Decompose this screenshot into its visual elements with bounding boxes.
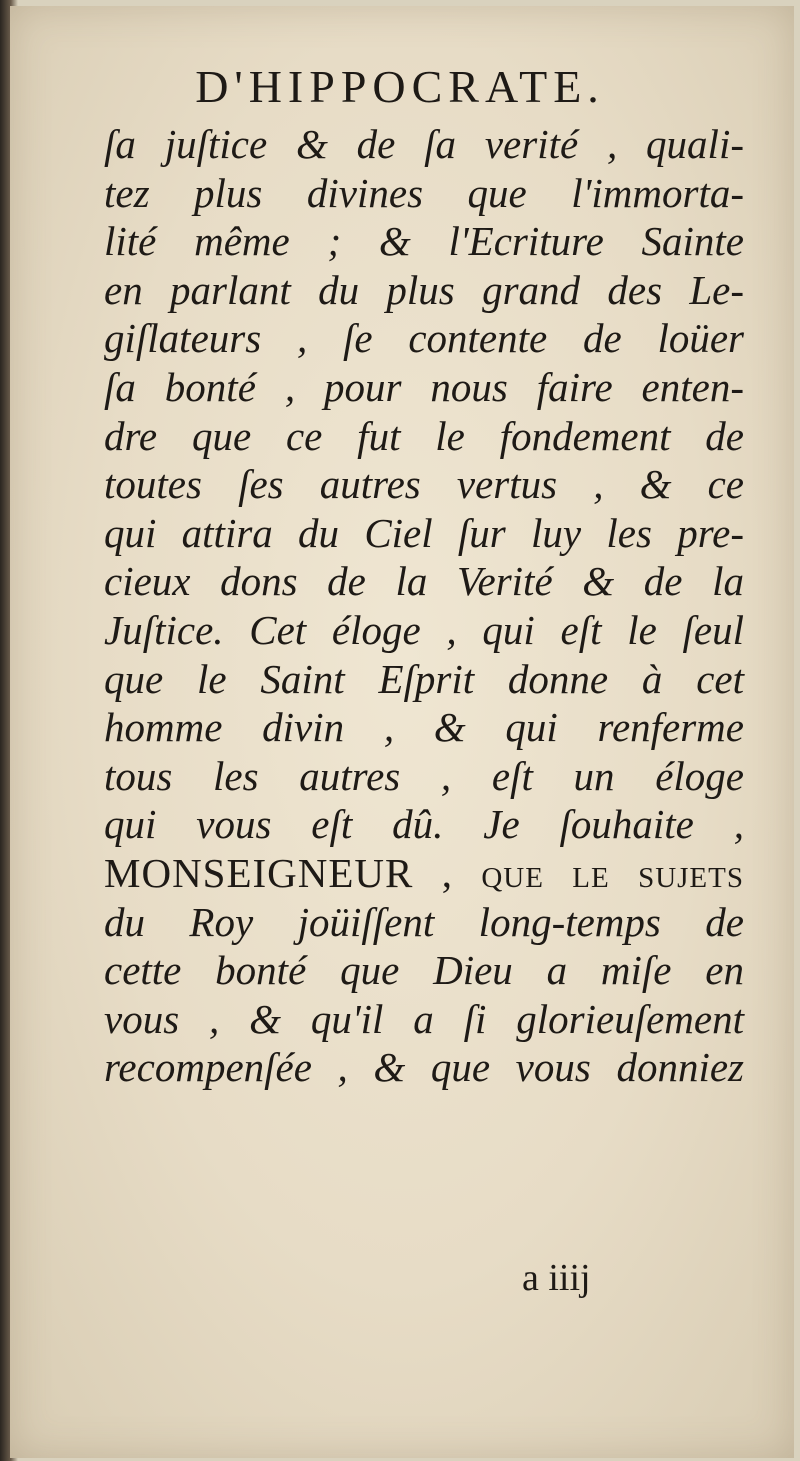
- text-line: giſlateurs , ſe contente de loüer: [104, 315, 744, 362]
- text-line: cieux dons de la Verité & de la: [104, 558, 744, 605]
- text-line: du Roy joüiſſent long-temps de: [104, 898, 744, 945]
- text-line: que le Saint Eſprit donne à cet: [104, 655, 744, 702]
- text-line: Juſtice. Cet éloge , qui eſt le ſeul: [104, 606, 744, 653]
- text-line: lité même ; & l'Ecriture Sainte: [104, 218, 744, 265]
- text-line: recompenſée , & que vous donniez: [104, 1044, 744, 1091]
- text-line: vous , & qu'il a ſi glorieuſement: [104, 995, 744, 1042]
- text-line: tous les autres , eſt un éloge: [104, 752, 744, 799]
- text-line: MONSEIGNEUR , que le ſujets: [104, 849, 744, 896]
- text-line: dre que ce fut le fondement de: [104, 412, 744, 459]
- text-line: toutes ſes autres vertus , & ce: [104, 461, 744, 508]
- text-line: ſa bonté , pour nous faire enten-: [104, 363, 744, 410]
- text-line: qui vous eſt dû. Je ſouhaite ,: [104, 801, 744, 848]
- text-line: tez plus divines que l'immorta-: [104, 169, 744, 216]
- text-line: cette bonté que Dieu a miſe en: [104, 947, 744, 994]
- text-line: homme divin , & qui renferme: [104, 704, 744, 751]
- text-line: en parlant du plus grand des Le-: [104, 266, 744, 313]
- text-line: ſa juſtice & de ſa verité , quali-: [104, 121, 744, 167]
- body-text: [104, 120, 744, 1092]
- running-head: D'HIPPOCRATE.: [195, 61, 605, 112]
- signature-mark: a iiij: [522, 1257, 591, 1299]
- text-line: qui attira du Ciel ſur luy les pre-: [104, 509, 744, 556]
